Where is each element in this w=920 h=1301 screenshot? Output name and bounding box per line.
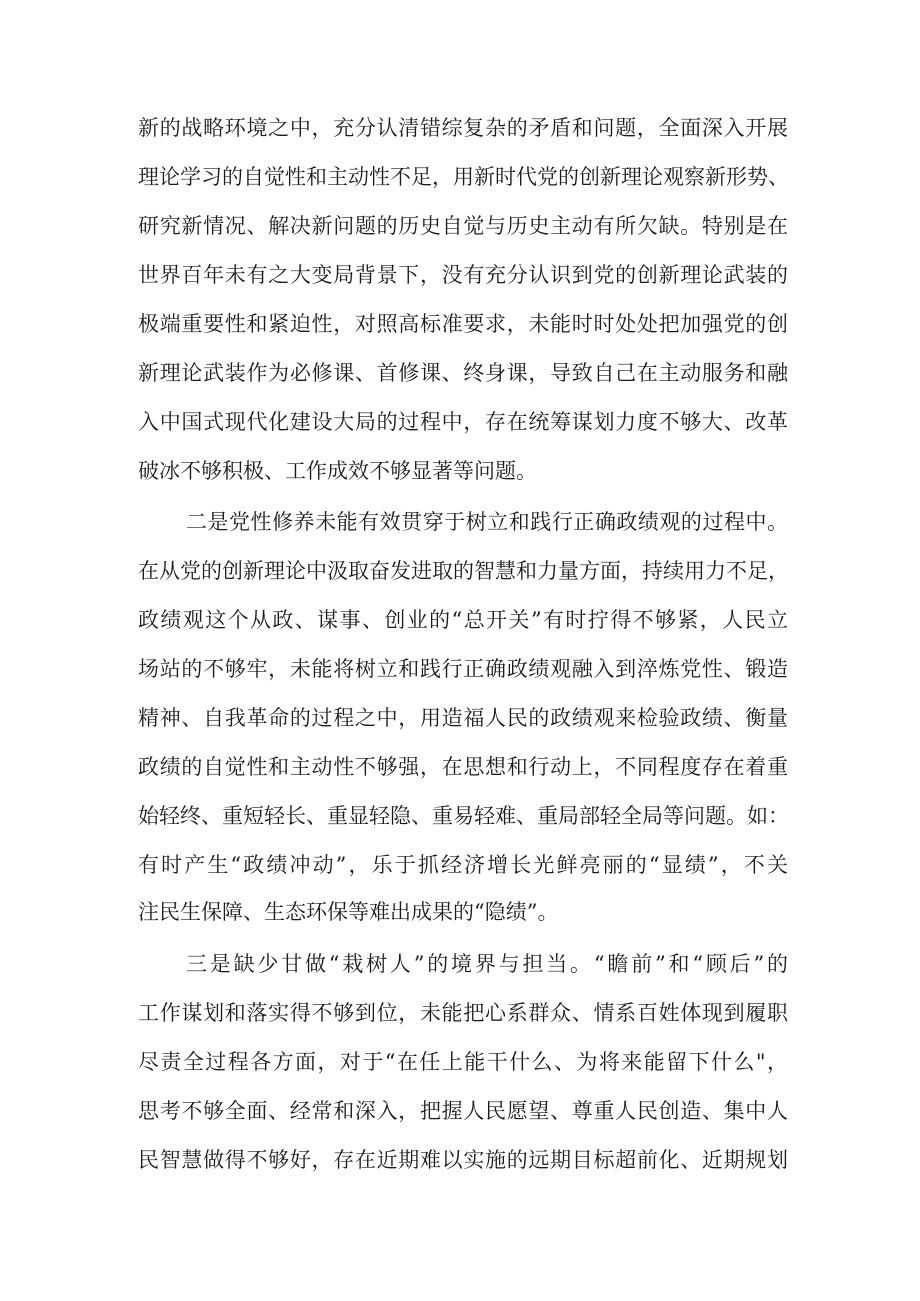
paragraph-3-first-line: 三是缺少甘做“栽树人”的境界与担当。“瞻前”和“顾后”的 bbox=[186, 952, 788, 976]
text-line-11: 政绩观这个从政、谋事、创业的“总开关”有时拧得不够紧，人民立 bbox=[138, 608, 788, 632]
text-line-2: 理论学习的自觉性和主动性不足，用新时代党的创新理论观察新形势、 bbox=[138, 165, 789, 189]
text-line-22: 民智慧做得不够好，存在近期难以实施的远期目标超前化、近期规划 bbox=[138, 1148, 788, 1172]
paragraph-2-first-line: 二是党性修养未能有效贯穿于树立和践行正确政绩观的过程中。 bbox=[186, 510, 788, 534]
text-line-17: 注民生保障、生态环保等难出成果的“隐绩”。 bbox=[138, 900, 559, 924]
text-line-20: 尽责全过程各方面，对于“在任上能干什么、为将来能留下什么"， bbox=[138, 1050, 788, 1074]
text-line-8: 破冰不够积极、工作成效不够显著等问题。 bbox=[138, 459, 537, 483]
text-line-3: 研究新情况、解决新问题的历史自觉与历史主动有所欠缺。特别是在 bbox=[138, 214, 788, 238]
text-line-21: 思考不够全面、经常和深入，把握人民愿望、尊重人民创造、集中人 bbox=[138, 1099, 788, 1123]
text-line-7: 入中国式现代化建设大局的过程中，存在统筹谋划力度不够大、改革 bbox=[138, 410, 788, 434]
text-line-12: 场站的不够牢，未能将树立和践行正确政绩观融入到淬炼党性、锻造 bbox=[138, 657, 788, 681]
text-line-4: 世界百年未有之大变局背景下，没有充分认识到党的创新理论武装的 bbox=[138, 263, 788, 287]
text-line-16: 有时产生“政绩冲动”，乐于抓经济增长光鲜亮丽的“显绩”，不关 bbox=[138, 853, 788, 877]
text-line-10: 在从党的创新理论中汲取奋发进取的智慧和力量方面，持续用力不足， bbox=[138, 559, 789, 583]
text-line-14: 政绩的自觉性和主动性不够强，在思想和行动上，不同程度存在着重 bbox=[138, 755, 788, 779]
text-line-1: 新的战略环境之中，充分认清错综复杂的矛盾和问题，全面深入开展 bbox=[138, 116, 788, 140]
text-line-19: 工作谋划和落实得不够到位，未能把心系群众、情系百姓体现到履职 bbox=[138, 1001, 788, 1025]
text-line-6: 新理论武装作为必修课、首修课、终身课，导致自己在主动服务和融 bbox=[138, 361, 788, 385]
text-line-5: 极端重要性和紧迫性，对照高标准要求，未能时时处处把加强党的创 bbox=[138, 312, 788, 336]
text-line-13: 精神、自我革命的过程之中，用造福人民的政绩观来检验政绩、衡量 bbox=[138, 706, 788, 730]
text-line-15: 始轻终、重短轻长、重显轻隐、重易轻难、重局部轻全局等问题。如： bbox=[138, 804, 789, 828]
